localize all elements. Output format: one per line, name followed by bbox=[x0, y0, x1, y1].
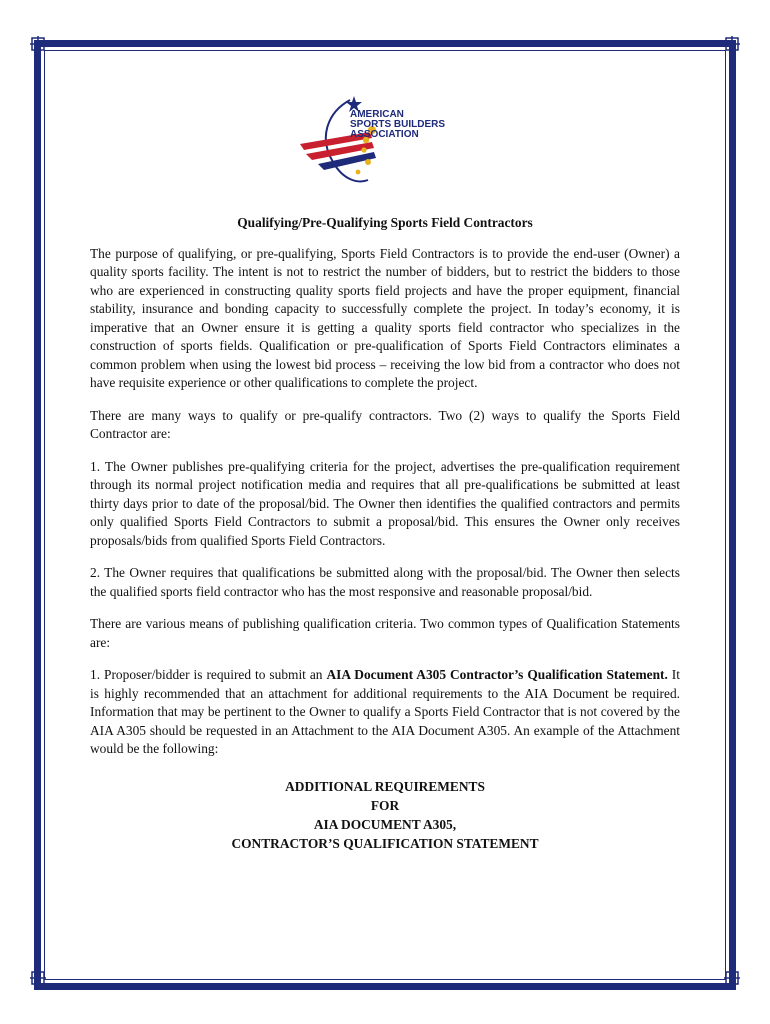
paragraph bbox=[90, 666, 680, 759]
heading-line: ADDITIONAL REQUIREMENTS bbox=[285, 778, 485, 794]
heading-line: AIA DOCUMENT A305, bbox=[313, 816, 457, 832]
paragraph-rest: It is highly recommended that an attachment for additional requirements to the AIA Document be required. Information that may be pertinent to the Owner to qualify a Sports Field Contractor that is not covered by the AIA A305 should be requested in an Attachment to the AIA Document A305. An example of the Attachment would be the following: bbox=[90, 667, 680, 756]
heading-line: CONTRACTOR’S QUALIFICATION STATEMENT bbox=[231, 835, 539, 851]
paragraph: 2. The Owner requires that qualifications be submitted along with the proposal/bid. The Owner then selects the qualified sports field contractor who has the most responsive and reasonable proposal/bid. bbox=[90, 565, 680, 599]
corner-ornament-icon bbox=[724, 36, 740, 52]
logo-line: SPORTS BUILDERS bbox=[350, 119, 446, 130]
page-title: Qualifying/Pre-Qualifying Sports Field Contractors bbox=[237, 215, 533, 230]
asba-logo-icon bbox=[298, 92, 468, 192]
paragraph: There are various means of publishing qualification criteria. Two common types of Qualification Statements are: bbox=[90, 616, 680, 650]
corner-ornament-icon bbox=[30, 36, 46, 52]
logo-wordmark bbox=[350, 110, 445, 140]
paragraph: The purpose of qualifying, or pre-qualifying, Sports Field Contractors is to provide the end-user (Owner) a quality sports facility. The intent is not to restrict the number of bidders, but to restrict the bidders to those who are experienced in constructing quality sports field projects and have the proper equipment, financial stability, insurance and bonding capacity to successfully complete the project. In today’s economy, it is imperative that an Owner ensure it is getting a quality sports field contractor who specializes in the construction of sports fields. Qualification or pre-qualification of Sports Field Contractors eliminates a common problem when using the lowest bid process – receiving the low bid from a contractor who does not have requisite experience or other qualifications to complete the project. bbox=[90, 245, 680, 390]
section-heading bbox=[90, 777, 680, 853]
logo-line: ASSOCIATION bbox=[350, 129, 419, 140]
document-body bbox=[90, 214, 680, 853]
corner-ornament-icon bbox=[724, 970, 740, 986]
paragraph-prefix: 1. Proposer/bidder is required to submit an bbox=[90, 667, 327, 682]
corner-ornament-icon bbox=[30, 970, 46, 986]
paragraph: 1. The Owner publishes pre-qualifying criteria for the project, advertises the pre-qualification requirement through its normal project notification media and requires that all pre-qualifications be submitted at least thirty days prior to date of the proposal/bid. The Owner then identifies the qualified contractors and permits only qualified Sports Field Contractors to submit a proposal/bid. This ensures the Owner only receives proposals/bids from qualified Sports Field Contractors. bbox=[90, 458, 680, 548]
heading-line: FOR bbox=[370, 797, 400, 813]
paragraph-bold: AIA Document A305 Contractor’s Qualification Statement. bbox=[326, 667, 668, 682]
paragraph: There are many ways to qualify or pre-qualify contractors. Two (2) ways to qualify the Sports Field Contractor are: bbox=[90, 407, 680, 441]
logo-line: AMERICAN bbox=[350, 109, 404, 120]
